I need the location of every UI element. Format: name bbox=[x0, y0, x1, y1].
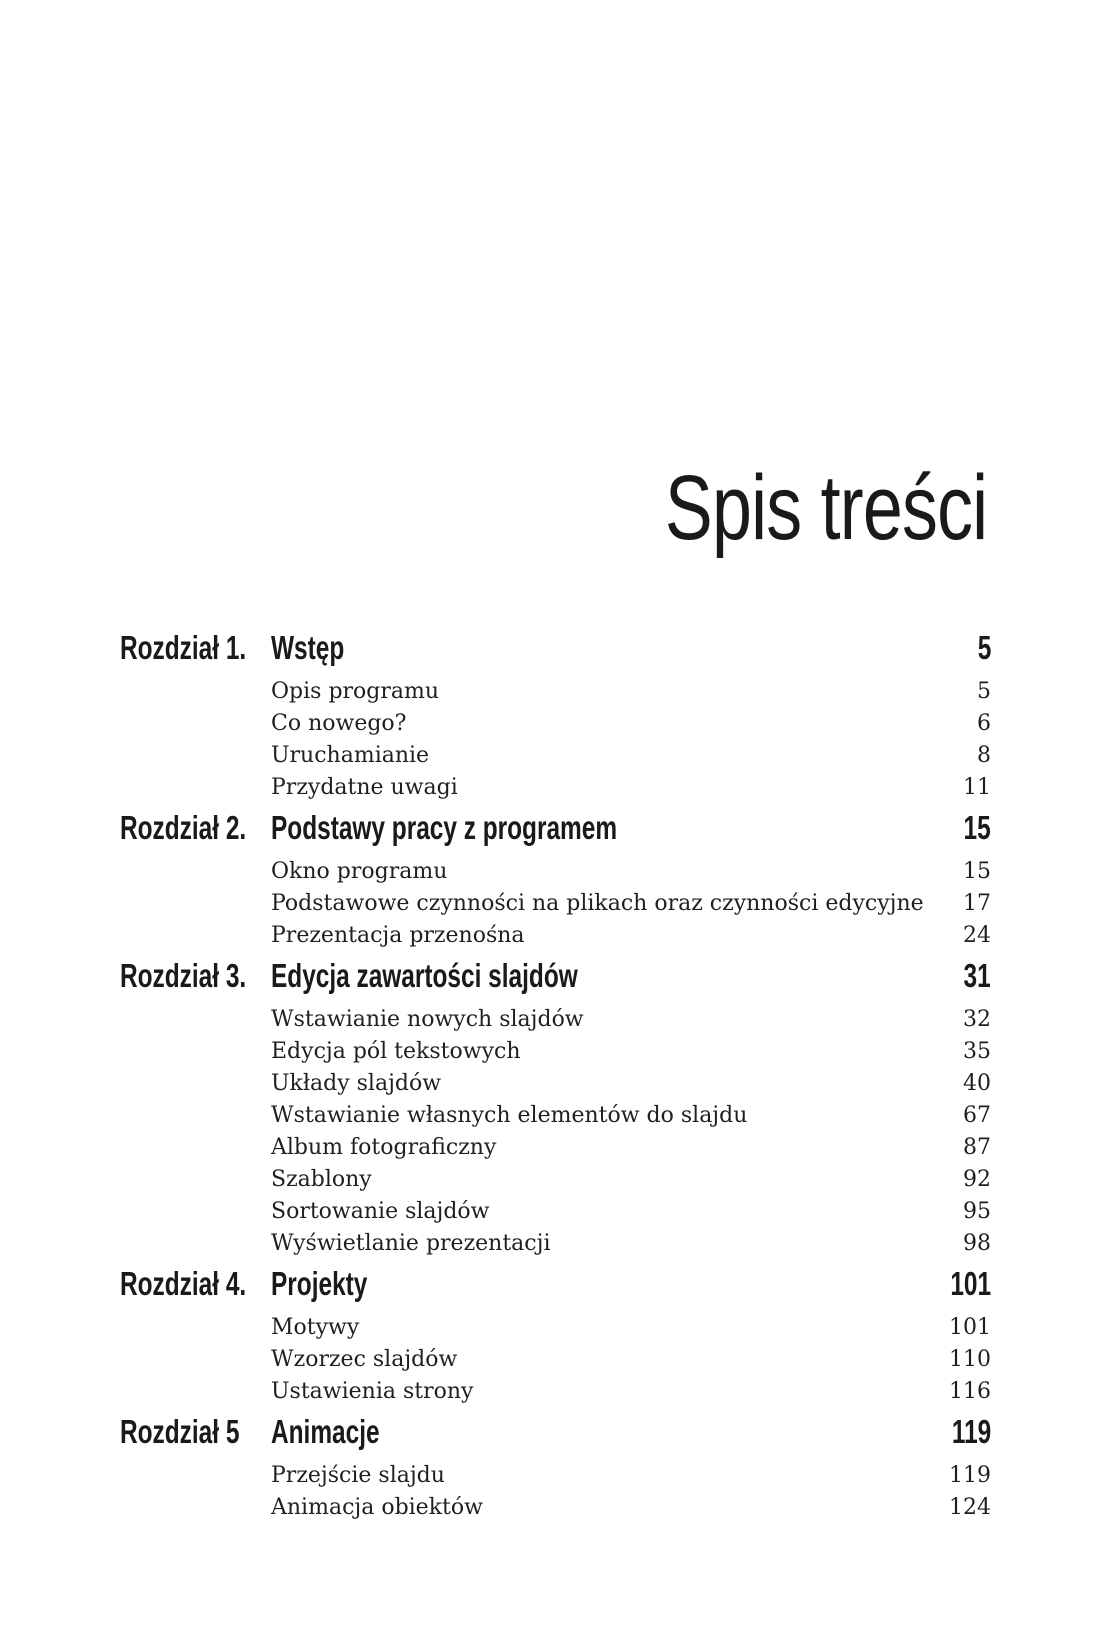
section-title: Wstawianie własnych elementów do slajdu bbox=[271, 1103, 748, 1128]
section-title: Podstawowe czynności na plikach oraz czynności edycyjne bbox=[271, 891, 924, 916]
section-page-number: 98 bbox=[963, 1231, 991, 1256]
chapter-page-number: 15 bbox=[963, 809, 991, 846]
section-page-number: 110 bbox=[949, 1347, 991, 1372]
chapter-page-number: 119 bbox=[951, 1413, 991, 1450]
section-entry[interactable] bbox=[0, 1100, 1103, 1132]
section-entry[interactable] bbox=[0, 1460, 1103, 1492]
page-title: Spis treści bbox=[664, 457, 987, 559]
section-entry[interactable] bbox=[0, 1004, 1103, 1036]
chapter-title: Wstęp bbox=[271, 629, 345, 666]
section-page-number: 92 bbox=[963, 1167, 991, 1192]
chapter-label: Rozdział 2. bbox=[120, 809, 247, 846]
section-list bbox=[0, 676, 1103, 804]
section-page-number: 6 bbox=[977, 711, 991, 736]
section-list bbox=[0, 856, 1103, 952]
chapter-5 bbox=[0, 1412, 1103, 1524]
chapter-1 bbox=[0, 628, 1103, 804]
chapter-title: Edycja zawartości slajdów bbox=[271, 957, 578, 994]
table-of-contents bbox=[0, 628, 1103, 1524]
section-list bbox=[0, 1312, 1103, 1408]
section-title: Przydatne uwagi bbox=[271, 775, 458, 800]
chapter-title: Animacje bbox=[271, 1413, 380, 1450]
section-entry[interactable] bbox=[0, 1228, 1103, 1260]
chapter-page-number: 101 bbox=[950, 1265, 991, 1302]
chapter-heading[interactable] bbox=[0, 1412, 1103, 1460]
chapter-heading[interactable] bbox=[0, 1264, 1103, 1312]
section-page-number: 95 bbox=[963, 1199, 991, 1224]
chapter-label: Rozdział 1. bbox=[120, 629, 247, 666]
section-list bbox=[0, 1460, 1103, 1524]
section-title: Album fotograficzny bbox=[271, 1135, 497, 1160]
chapter-page-number: 5 bbox=[977, 629, 991, 666]
section-page-number: 67 bbox=[963, 1103, 991, 1128]
chapter-page-number: 31 bbox=[963, 957, 991, 994]
section-entry[interactable] bbox=[0, 740, 1103, 772]
section-title: Wstawianie nowych slajdów bbox=[271, 1007, 584, 1032]
section-entry[interactable] bbox=[0, 676, 1103, 708]
section-title: Co nowego? bbox=[271, 711, 407, 736]
section-title: Motywy bbox=[271, 1315, 360, 1340]
chapter-heading[interactable] bbox=[0, 628, 1103, 676]
section-title: Wyświetlanie prezentacji bbox=[271, 1231, 551, 1256]
section-page-number: 119 bbox=[949, 1463, 991, 1488]
section-title: Ustawienia strony bbox=[271, 1379, 474, 1404]
section-page-number: 17 bbox=[963, 891, 991, 916]
section-title: Przejście slajdu bbox=[271, 1463, 445, 1488]
chapter-title: Podstawy pracy z programem bbox=[271, 809, 618, 846]
section-page-number: 40 bbox=[963, 1071, 991, 1096]
section-entry[interactable] bbox=[0, 1376, 1103, 1408]
section-entry[interactable] bbox=[0, 1132, 1103, 1164]
section-title: Prezentacja przenośna bbox=[271, 923, 525, 948]
section-page-number: 87 bbox=[963, 1135, 991, 1160]
chapter-4 bbox=[0, 1264, 1103, 1408]
chapter-label: Rozdział 5 bbox=[120, 1413, 240, 1450]
section-page-number: 11 bbox=[963, 775, 991, 800]
section-page-number: 35 bbox=[963, 1039, 991, 1064]
section-entry[interactable] bbox=[0, 920, 1103, 952]
section-title: Uruchamianie bbox=[271, 743, 430, 768]
section-entry[interactable] bbox=[0, 856, 1103, 888]
section-page-number: 32 bbox=[963, 1007, 991, 1032]
section-title: Edycja pól tekstowych bbox=[271, 1039, 521, 1064]
chapter-heading[interactable] bbox=[0, 956, 1103, 1004]
section-entry[interactable] bbox=[0, 1068, 1103, 1100]
section-entry[interactable] bbox=[0, 888, 1103, 920]
section-list bbox=[0, 1004, 1103, 1260]
section-page-number: 116 bbox=[949, 1379, 991, 1404]
section-entry[interactable] bbox=[0, 1492, 1103, 1524]
section-page-number: 24 bbox=[963, 923, 991, 948]
section-title: Animacja obiektów bbox=[271, 1495, 483, 1520]
chapter-title: Projekty bbox=[271, 1265, 368, 1302]
section-title: Okno programu bbox=[271, 859, 448, 884]
section-entry[interactable] bbox=[0, 708, 1103, 740]
section-title: Wzorzec slajdów bbox=[271, 1347, 458, 1372]
section-title: Opis programu bbox=[271, 679, 440, 704]
section-page-number: 8 bbox=[977, 743, 991, 768]
chapter-2 bbox=[0, 808, 1103, 952]
chapter-label: Rozdział 3. bbox=[120, 957, 247, 994]
section-title: Szablony bbox=[271, 1167, 372, 1192]
chapter-label: Rozdział 4. bbox=[120, 1265, 247, 1302]
section-entry[interactable] bbox=[0, 1196, 1103, 1228]
section-title: Układy slajdów bbox=[271, 1071, 442, 1096]
chapter-3 bbox=[0, 956, 1103, 1260]
section-entry[interactable] bbox=[0, 772, 1103, 804]
chapter-heading[interactable] bbox=[0, 808, 1103, 856]
section-entry[interactable] bbox=[0, 1312, 1103, 1344]
section-entry[interactable] bbox=[0, 1036, 1103, 1068]
section-page-number: 124 bbox=[949, 1495, 991, 1520]
section-entry[interactable] bbox=[0, 1344, 1103, 1376]
section-page-number: 101 bbox=[949, 1315, 991, 1340]
section-entry[interactable] bbox=[0, 1164, 1103, 1196]
section-page-number: 5 bbox=[977, 679, 991, 704]
section-title: Sortowanie slajdów bbox=[271, 1199, 490, 1224]
section-page-number: 15 bbox=[963, 859, 991, 884]
